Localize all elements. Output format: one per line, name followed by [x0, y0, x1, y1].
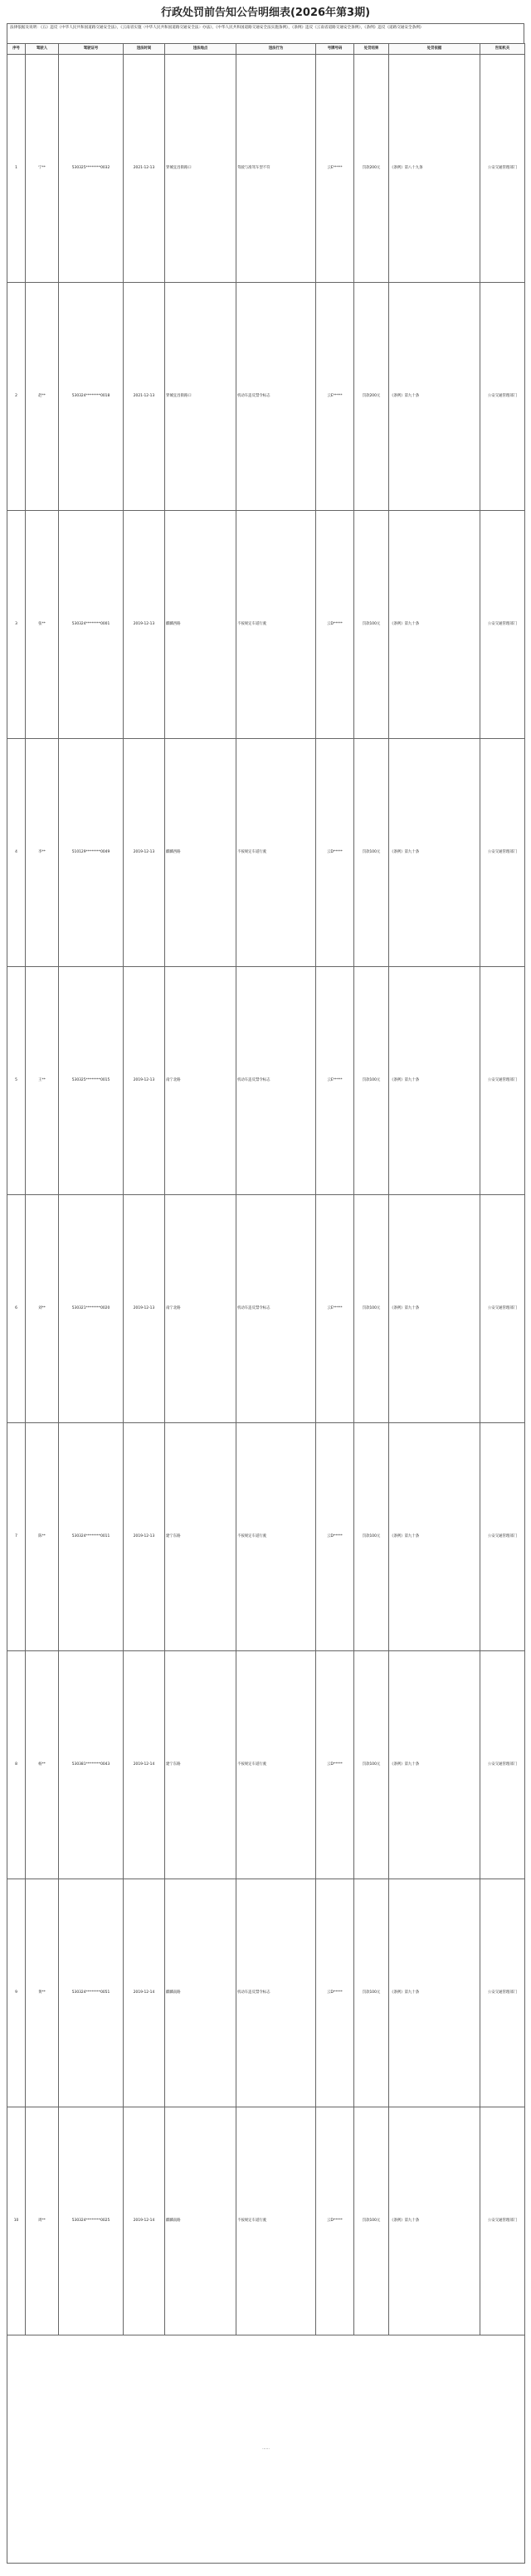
cell-no: 7	[7, 1423, 26, 1651]
cell-cert: 530324********0001	[59, 511, 124, 739]
cell-basis: 《条例》第九十条	[389, 1423, 480, 1651]
cell-act: 不按规定车道行驶	[236, 511, 316, 739]
cell-place: 穿城宜昌街路口	[165, 283, 236, 511]
cell-date: 2021-12-13	[124, 283, 165, 511]
column-header: 驾驶证号	[59, 44, 124, 55]
cell-place: 麒麟南路	[165, 1879, 236, 2107]
cell-basis: 《条例》第九十条	[389, 2107, 480, 2335]
cell-no: 10	[7, 2107, 26, 2335]
cell-date: 2019-12-14	[124, 2107, 165, 2335]
cell-agency: 公安交通管理部门	[480, 2107, 525, 2335]
table-row	[7, 1423, 525, 1651]
cell-date: 2019-12-13	[124, 739, 165, 967]
column-header: 号牌号码	[316, 44, 354, 55]
cell-name: 陈**	[26, 1423, 59, 1651]
cell-act: 不按规定车道行驶	[236, 2107, 316, 2335]
cell-plate: 云D*****	[316, 1651, 354, 1879]
cell-plate: 云E*****	[316, 967, 354, 1195]
cell-basis: 《条例》第九十条	[389, 1195, 480, 1423]
table-row	[7, 55, 525, 283]
cell-plate: 云E*****	[316, 1195, 354, 1423]
cell-name: 刘**	[26, 1195, 59, 1423]
cell-basis: 《条例》第九十条	[389, 283, 480, 511]
table-body	[7, 55, 525, 2564]
cell-plate: 云D*****	[316, 1879, 354, 2107]
cell-plate: 云E*****	[316, 283, 354, 511]
cell-no: 5	[7, 967, 26, 1195]
cell-date: 2019-12-14	[124, 1651, 165, 1879]
cell-name: 周**	[26, 2107, 59, 2335]
cell-act: 不按规定车道行驶	[236, 1651, 316, 1879]
page	[0, 3, 531, 2576]
cell-result: 罚款100元	[354, 1651, 389, 1879]
cell-no: 2	[7, 283, 26, 511]
cell-plate: 云D*****	[316, 2107, 354, 2335]
cell-result: 罚款200元	[354, 55, 389, 283]
cell-cert: 530324********0051	[59, 1879, 124, 2107]
cell-agency: 公安交通管理部门	[480, 283, 525, 511]
cell-place: 麒麟西路	[165, 511, 236, 739]
cell-place: 麒麟西路	[165, 739, 236, 967]
table-row	[7, 2107, 525, 2335]
cell-plate: 云E*****	[316, 55, 354, 283]
table-row	[7, 1651, 525, 1879]
cell-cert: 530381********0043	[59, 1651, 124, 1879]
table-row-more	[7, 2335, 525, 2564]
column-header: 违法地点	[165, 44, 236, 55]
cell-name: 赵**	[26, 283, 59, 511]
cell-plate: 云D*****	[316, 739, 354, 967]
cell-result: 罚款100元	[354, 1879, 389, 2107]
cell-no: 1	[7, 55, 26, 283]
cell-cert: 530321********0020	[59, 1195, 124, 1423]
cell-agency: 公安交通管理部门	[480, 739, 525, 967]
cell-act: 机动车违反禁令标志	[236, 1879, 316, 2107]
cell-result: 罚款100元	[354, 511, 389, 739]
cell-no: 8	[7, 1651, 26, 1879]
cell-name: 杨**	[26, 1651, 59, 1879]
cell-agency: 公安交通管理部门	[480, 1651, 525, 1879]
cell-basis: 《条例》第八十九条	[389, 55, 480, 283]
table-row	[7, 1195, 525, 1423]
page-title: 行政处罚前告知公告明细表(2026年第3期)	[160, 7, 371, 19]
table-row	[7, 1879, 525, 2107]
cell-cert: 530324********0018	[59, 283, 124, 511]
cell-cert: 530325********0032	[59, 55, 124, 283]
cell-place: 麒麟南路	[165, 2107, 236, 2335]
legal-note: 法律依据及说明：《五》违反《中华人民共和国道路交通安全法》，《云南省实施〈中华人民共和国道路交通安全法〉办法》，《中华人民共和国道路交通安全法实施条例》，《条例》违反《云南省道路交通安全条例》，《条例》违反《道路交通安全条例》	[7, 23, 524, 43]
table-header-row	[7, 44, 525, 55]
cell-act: 驾驶与准驾车型不符	[236, 55, 316, 283]
cell-name: 黄**	[26, 1879, 59, 2107]
cell-place: 建宁东路	[165, 1423, 236, 1651]
cell-agency: 公安交通管理部门	[480, 1423, 525, 1651]
table-row	[7, 511, 525, 739]
cell-result: 罚款100元	[354, 1423, 389, 1651]
cell-basis: 《条例》第九十条	[389, 1651, 480, 1879]
cell-agency: 公安交通管理部门	[480, 511, 525, 739]
cell-act: 机动车违反禁令标志	[236, 1195, 316, 1423]
cell-act: 机动车违反禁令标志	[236, 283, 316, 511]
cell-name: 张**	[26, 511, 59, 739]
column-header: 序号	[7, 44, 26, 55]
cell-basis: 《条例》第九十条	[389, 739, 480, 967]
cell-place: 南宁北路	[165, 1195, 236, 1423]
cell-date: 2019-12-13	[124, 1195, 165, 1423]
cell-cert: 510129********0049	[59, 739, 124, 967]
column-header: 违法时间	[124, 44, 165, 55]
cell-act: 不按规定车道行驶	[236, 739, 316, 967]
cell-date: 2019-12-14	[124, 1879, 165, 2107]
column-header: 告知机关	[480, 44, 525, 55]
column-header: 处罚结果	[354, 44, 389, 55]
cell-agency: 公安交通管理部门	[480, 1879, 525, 2107]
table-row	[7, 739, 525, 967]
cell-place: 南宁北路	[165, 967, 236, 1195]
cell-name: 李**	[26, 739, 59, 967]
cell-name: 宁**	[26, 55, 59, 283]
cell-result: 罚款100元	[354, 739, 389, 967]
cell-agency: 公安交通管理部门	[480, 967, 525, 1195]
column-header: 违法行为	[236, 44, 316, 55]
cell-result: 罚款100元	[354, 1195, 389, 1423]
cell-date: 2019-12-13	[124, 511, 165, 739]
cell-date: 2021-12-13	[124, 55, 165, 283]
cell-basis: 《条例》第九十条	[389, 1879, 480, 2107]
cell-name: 王**	[26, 967, 59, 1195]
cell-no: 4	[7, 739, 26, 967]
cell-basis: 《条例》第九十条	[389, 967, 480, 1195]
more-rows-hint: ……	[7, 2335, 525, 2564]
cell-date: 2019-12-13	[124, 1423, 165, 1651]
cell-agency: 公安交通管理部门	[480, 1195, 525, 1423]
cell-place: 建宁东路	[165, 1651, 236, 1879]
cell-no: 3	[7, 511, 26, 739]
table-row	[7, 967, 525, 1195]
cell-result: 罚款200元	[354, 283, 389, 511]
cell-act: 机动车违反禁令标志	[236, 967, 316, 1195]
cell-no: 9	[7, 1879, 26, 2107]
cell-basis: 《条例》第九十条	[389, 511, 480, 739]
cell-result: 罚款100元	[354, 2107, 389, 2335]
cell-no: 6	[7, 1195, 26, 1423]
notice-table	[7, 43, 525, 2564]
cell-cert: 530325********0015	[59, 967, 124, 1195]
cell-plate: 云D*****	[316, 511, 354, 739]
cell-place: 穿城宜昌街路口	[165, 55, 236, 283]
cell-date: 2019-12-13	[124, 967, 165, 1195]
table-row	[7, 283, 525, 511]
column-header: 驾驶人	[26, 44, 59, 55]
cell-agency: 公安交通管理部门	[480, 55, 525, 283]
cell-cert: 530324********0011	[59, 1423, 124, 1651]
cell-cert: 530324********0025	[59, 2107, 124, 2335]
cell-act: 不按规定车道行驶	[236, 1423, 316, 1651]
cell-result: 罚款100元	[354, 967, 389, 1195]
cell-plate: 云D*****	[316, 1423, 354, 1651]
column-header: 处罚依据	[389, 44, 480, 55]
